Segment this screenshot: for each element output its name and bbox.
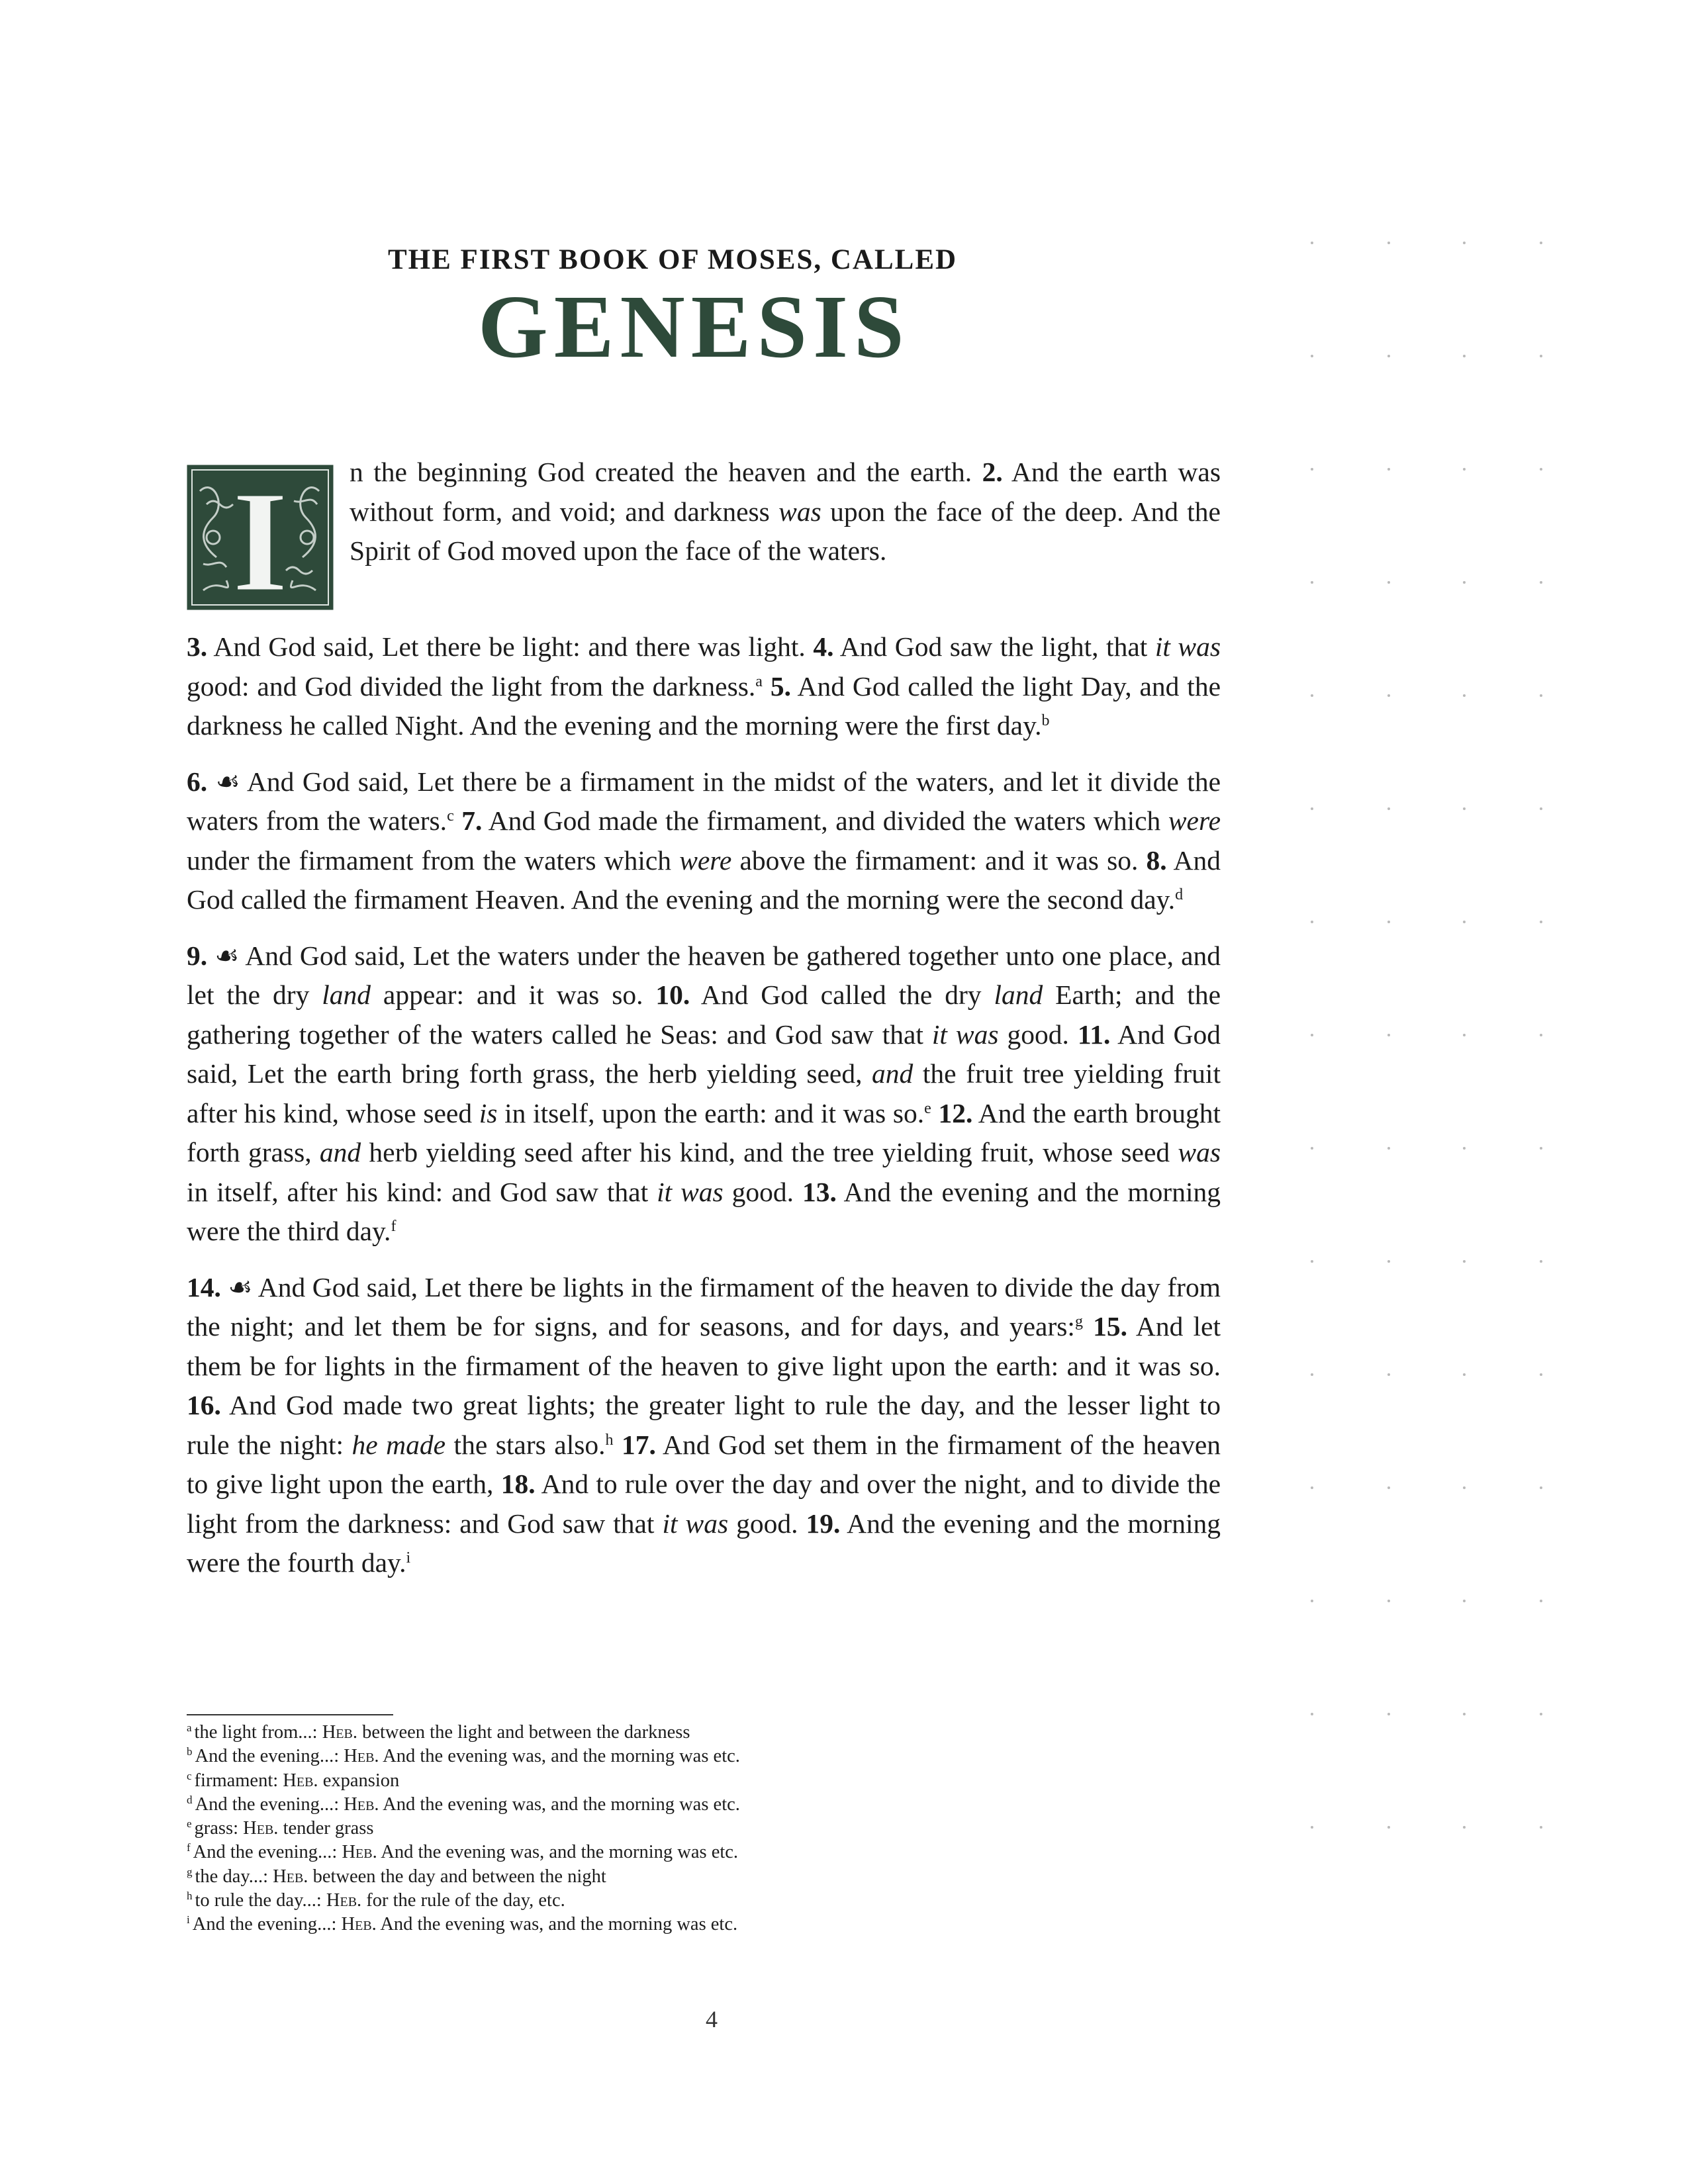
verse-paragraph-5: 14. ☙ And God said, Let there be lights in the firmament of the heaven to divide the day from the night; and let them be for signs, and for seasons, and for days, and years:$^g$ 15. And let them be for lights in the firmament of the heaven to give light upon the earth: and it was so. 16. And God made two great lights; the greater light to rule the day, and the lesser light to rule the night: he made the stars also.$^h$ 17. And God set them in the firmament of the heaven to give light upon the earth, 18. And to rule over the day and over the night, and to divide the light from the darkness: and God saw that it was good. 19. And the evening and the morning were the fourth day.$^i$: [187, 1271, 1221, 1578]
margin-dot: [1311, 921, 1313, 923]
margin-dot: [1387, 921, 1390, 923]
margin-dot: [1463, 1034, 1466, 1036]
margin-dot: [1311, 468, 1313, 471]
margin-dot: [1311, 242, 1313, 244]
footnote-b: $^b$ And the evening...: Heb. And the evening was, and the morning was etc.: [187, 1745, 740, 1767]
footnote-f: $^f$ And the evening...: Heb. And the evening was, and the morning was etc.: [187, 1841, 739, 1863]
footnote-i: $^i$ And the evening...: Heb. And the evening was, and the morning was etc.: [187, 1913, 738, 1935]
margin-dot: [1387, 694, 1390, 697]
footnote-ref-c: c: [447, 807, 454, 825]
margin-dot: [1387, 468, 1390, 471]
margin-dot: [1463, 355, 1466, 357]
margin-dot: [1463, 468, 1466, 471]
margin-dot: [1387, 1826, 1390, 1829]
margin-dot: [1311, 807, 1313, 810]
margin-dot: [1311, 1600, 1313, 1602]
margin-dot: [1540, 1826, 1542, 1829]
margin-dot: [1463, 807, 1466, 810]
margin-dot-grid: [1297, 238, 1562, 1959]
margin-dot: [1311, 1034, 1313, 1036]
margin-dot: [1311, 1373, 1313, 1376]
margin-dot: [1463, 921, 1466, 923]
margin-dot: [1311, 1826, 1313, 1829]
margin-dot: [1387, 1713, 1390, 1715]
footnote-a: $^a$ the light from...: Heb. between the light and between the darkness: [187, 1721, 690, 1743]
book-title: GENESIS: [478, 277, 910, 377]
margin-dot: [1463, 1600, 1466, 1602]
page-number: 4: [706, 2006, 718, 2032]
margin-dot: [1540, 1373, 1542, 1376]
pilcrow-mark-icon: ☙: [228, 1271, 253, 1302]
margin-dot: [1463, 1147, 1466, 1150]
footnote-d: $^d$ And the evening...: Heb. And the evening was, and the morning was etc.: [187, 1793, 740, 1815]
footnote-ref-f: f: [391, 1218, 397, 1235]
footnote-ref-i: i: [406, 1549, 411, 1567]
margin-dot: [1540, 694, 1542, 697]
footnote-ref-b: b: [1041, 712, 1050, 729]
margin-dot: [1463, 1486, 1466, 1489]
footnote-ref-a: a: [755, 672, 763, 690]
footnote-ref-g: g: [1074, 1313, 1083, 1330]
margin-dot: [1540, 355, 1542, 357]
margin-dot: [1463, 694, 1466, 697]
margin-dot: [1540, 242, 1542, 244]
margin-dot: [1311, 355, 1313, 357]
margin-dot: [1540, 581, 1542, 584]
footnote-ref-h: h: [605, 1431, 614, 1449]
margin-dot: [1540, 1713, 1542, 1715]
margin-dot: [1387, 581, 1390, 584]
margin-dot: [1311, 1713, 1313, 1715]
margin-dot: [1387, 807, 1390, 810]
margin-dot: [1540, 807, 1542, 810]
margin-dot: [1387, 355, 1390, 357]
margin-dot: [1463, 581, 1466, 584]
footnote-c: $^c$ firmament: Heb. expansion: [187, 1769, 400, 1791]
margin-dot: [1311, 1486, 1313, 1489]
margin-dot: [1311, 581, 1313, 584]
margin-dot: [1387, 1147, 1390, 1150]
ornamental-initial-I-icon: [187, 465, 334, 610]
footnotes: [187, 1721, 1047, 1937]
svg-text:I: I: [232, 465, 289, 610]
margin-dot: [1463, 242, 1466, 244]
footnote-e: $^e$ grass: Heb. tender grass: [187, 1817, 374, 1839]
margin-dot: [1463, 1713, 1466, 1715]
verse-paragraph-4: 9. ☙ And God said, Let the waters under the heaven be gathered together unto one place, and let the dry land appear: and it was so. 10. And God called the dry land Earth; and the gathering together of the waters called he Seas: and God saw that it was good. 11. And God said, Let the earth bring forth grass, the herb yielding seed, and the fruit tree yielding fruit after his kind, whose seed is in itself, upon the earth: and it was so.$^e$ 12. And the earth brought forth grass, and herb yielding seed after his kind, and the tree yielding fruit, whose seed was in itself, after his kind: and God saw that it was good. 13. And the evening and the morning were the third day.$^f$: [187, 940, 1221, 1246]
footnote-h: $^h$ to rule the day...: Heb. for the rule of the day, etc.: [187, 1889, 565, 1911]
margin-dot: [1311, 694, 1313, 697]
verse-paragraph-2: 3. And God said, Let there be light: and there was light. 4. And God saw the light, that it was good: and God divided the light from the darkness.$^a$ 5. And God called the light Day, and the darkness he called Night. And the evening and the morning were the first day.$^b$: [187, 631, 1221, 741]
margin-dot: [1540, 468, 1542, 471]
pilcrow-mark-icon: ☙: [214, 940, 240, 971]
chapter-body: [187, 627, 1221, 1600]
margin-dot: [1387, 1373, 1390, 1376]
margin-dot: [1387, 1260, 1390, 1263]
margin-dot: [1540, 921, 1542, 923]
margin-dot: [1540, 1600, 1542, 1602]
margin-dot: [1463, 1373, 1466, 1376]
margin-dot: [1311, 1147, 1313, 1150]
page-kicker: THE FIRST BOOK OF MOSES, CALLED: [388, 244, 958, 275]
margin-dot: [1387, 1034, 1390, 1036]
margin-dot: [1463, 1260, 1466, 1263]
margin-dot: [1311, 1260, 1313, 1263]
margin-dot: [1540, 1486, 1542, 1489]
footnote-g: $^g$ the day...: Heb. between the day and between the night: [187, 1865, 606, 1887]
margin-dot: [1540, 1034, 1542, 1036]
margin-dot: [1540, 1147, 1542, 1150]
verse-paragraph-1: n the beginning God created the heaven and the earth. 2. And the earth was without form, and void; and darkness was upon the face of the deep. And the Spirit of God moved upon the face of the waters.: [350, 457, 1221, 566]
footnote-ref-e: e: [924, 1099, 931, 1117]
margin-dot: [1540, 1260, 1542, 1263]
margin-dot: [1387, 242, 1390, 244]
pilcrow-mark-icon: ☙: [215, 766, 240, 797]
footnote-ref-d: d: [1175, 886, 1184, 903]
margin-dot: [1387, 1600, 1390, 1602]
verse-paragraph-3: 6. ☙ And God said, Let there be a firmament in the midst of the waters, and let it divide the waters from the waters.$^c$ 7. And God made the firmament, and divided the waters which were under the firmament from the waters which were above the firmament: and it was so. 8. And God called the firmament Heaven. And the evening and the morning were the second day.$^d$: [187, 766, 1221, 915]
margin-dot: [1463, 1826, 1466, 1829]
footnote-divider: [187, 1714, 393, 1715]
margin-dot: [1387, 1486, 1390, 1489]
